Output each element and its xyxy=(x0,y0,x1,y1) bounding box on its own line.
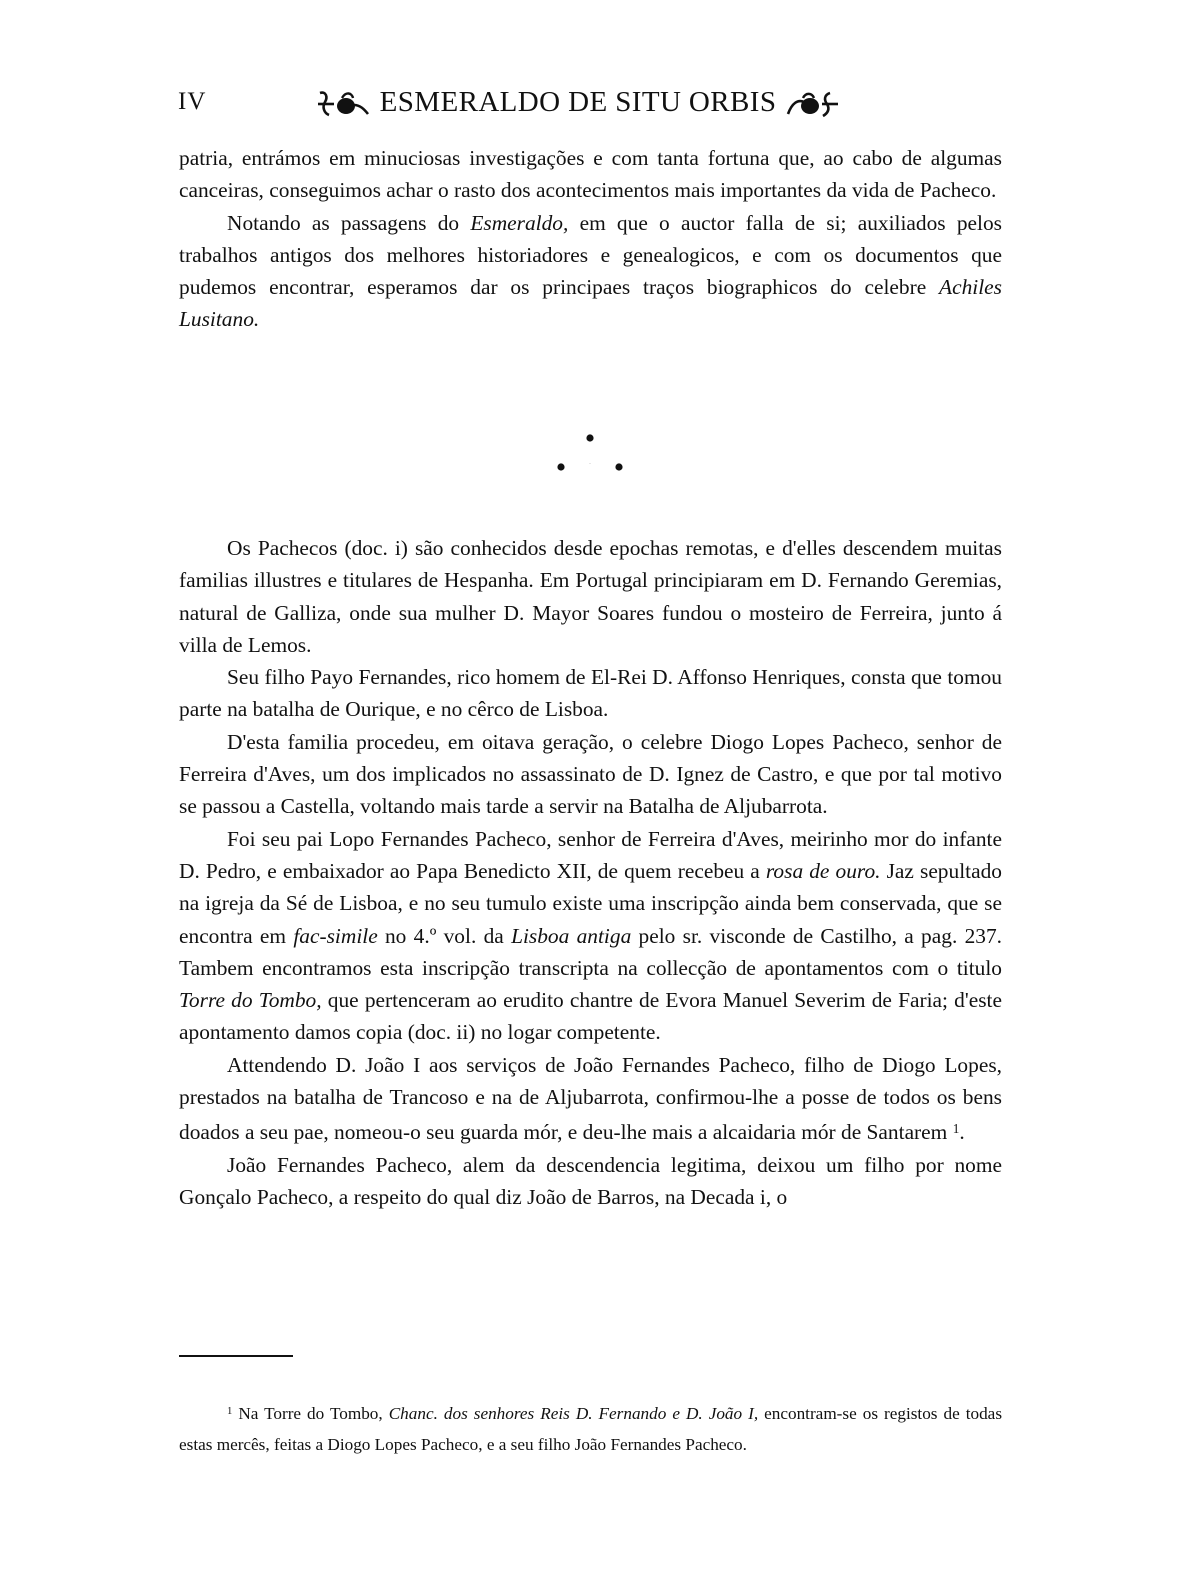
running-head xyxy=(316,86,840,119)
paragraph: Notando as passagens do Esmeraldo, em que o auctor falla de si; auxiliados pelos trabalhos antigos dos melhores historiadores e genealogicos, e com os documentos que pudemos encontrar, esperamos dar os principaes traços biographicos do celebre Achiles Lusitano. xyxy=(179,210,1002,332)
right-ornament-icon xyxy=(784,89,840,119)
paragraph: João Fernandes Pacheco, alem da descendencia legitima, deixou um filho por nome Gonçalo Pacheco, a respeito do qual diz João de Barros, na Decada i, o xyxy=(179,1152,1002,1209)
paragraph: Seu filho Payo Fernandes, rico homem de El-Rei D. Affonso Henriques, consta que tomou parte na batalha de Ourique, e no cêrco de Lisboa. xyxy=(179,665,1002,722)
left-ornament-icon xyxy=(316,89,372,119)
paragraph: D'esta familia procedeu, em oitava geração, o celebre Diogo Lopes Pacheco, senhor de Ferreira d'Aves, um dos implicados no assassinato de D. Ignez de Castro, e que por tal motivo se passou a Castella, voltando mais tarde a servir na Batalha de Aljubarrota. xyxy=(179,729,1002,819)
footnote-text: $^1$ Na Torre do Tombo, Chanc. dos senhores Reis D. Fernando e D. João I, encontram-se os registos de todas estas mercês, feitas a Diogo Lopes Pacheco, e a seu filho João Fernandes Pacheco. xyxy=(179,1403,1003,1454)
star-mark xyxy=(586,434,593,441)
main-text-block xyxy=(179,532,1002,1213)
footnote xyxy=(179,1396,1002,1460)
paragraph: Foi seu pai Lopo Fernandes Pacheco, senhor de Ferreira d'Aves, meirinho mor do infante D. Pedro, e embaixador ao Papa Benedicto XII, de quem recebeu a rosa de ouro. Jaz sepultado na igreja da Sé de Lisboa, e no seu tumulo existe uma inscripção ainda bem conservada, que se encontra em fac-simile no 4.º vol. da Lisboa antiga pelo sr. visconde de Castilho, a pag. 237. Tambem encontramos esta inscripção transcripta na collecção de apontamentos com o titulo Torre do Tombo, que pertenceram ao erudito chantre de Evora Manuel Severim de Faria; d'este apontamento damos copia (doc. ii) no logar competente. xyxy=(179,826,1003,1045)
footnote-rule xyxy=(179,1355,293,1357)
paragraph: Os Pachecos (doc. i) são conhecidos desde epochas remotas, e d'elles descendem muitas familias illustres e titulares de Hespanha. Em Portugal principiaram em D. Fernando Geremias, natural de Galliza, onde sua mulher D. Mayor Soares fundou o mosteiro de Ferreira, junto á villa de Lemos. xyxy=(179,536,1002,657)
asterism-text: * * * xyxy=(589,464,591,465)
paragraph: Attendendo D. João I aos serviços de João Fernandes Pacheco, filho de Diogo Lopes, prestados na batalha de Trancoso e na de Aljubarrota, confirmou-lhe a posse de todos os bens doados a seu pae, nomeou-o seu guarda mór, e deu-lhe mais a alcaidaria mór de Santarem $^1$. xyxy=(179,1052,1002,1145)
footnote-reference: 1 xyxy=(952,1121,960,1137)
page-number: IV xyxy=(178,88,207,115)
page-header xyxy=(178,88,1003,128)
asterism-divider xyxy=(540,428,640,483)
running-title: ESMERALDO DE SITU ORBIS xyxy=(379,86,777,118)
intro-text-block xyxy=(179,142,1002,336)
star-mark xyxy=(557,463,564,470)
star-mark xyxy=(615,463,622,470)
footnote-mark: 1 xyxy=(227,1406,233,1417)
paragraph: patria, entrámos em minuciosas investigações e com tanta fortuna que, ao cabo de algumas canceiras, conseguimos achar o rasto dos acontecimentos mais importantes da vida de Pacheco. xyxy=(179,146,1002,203)
